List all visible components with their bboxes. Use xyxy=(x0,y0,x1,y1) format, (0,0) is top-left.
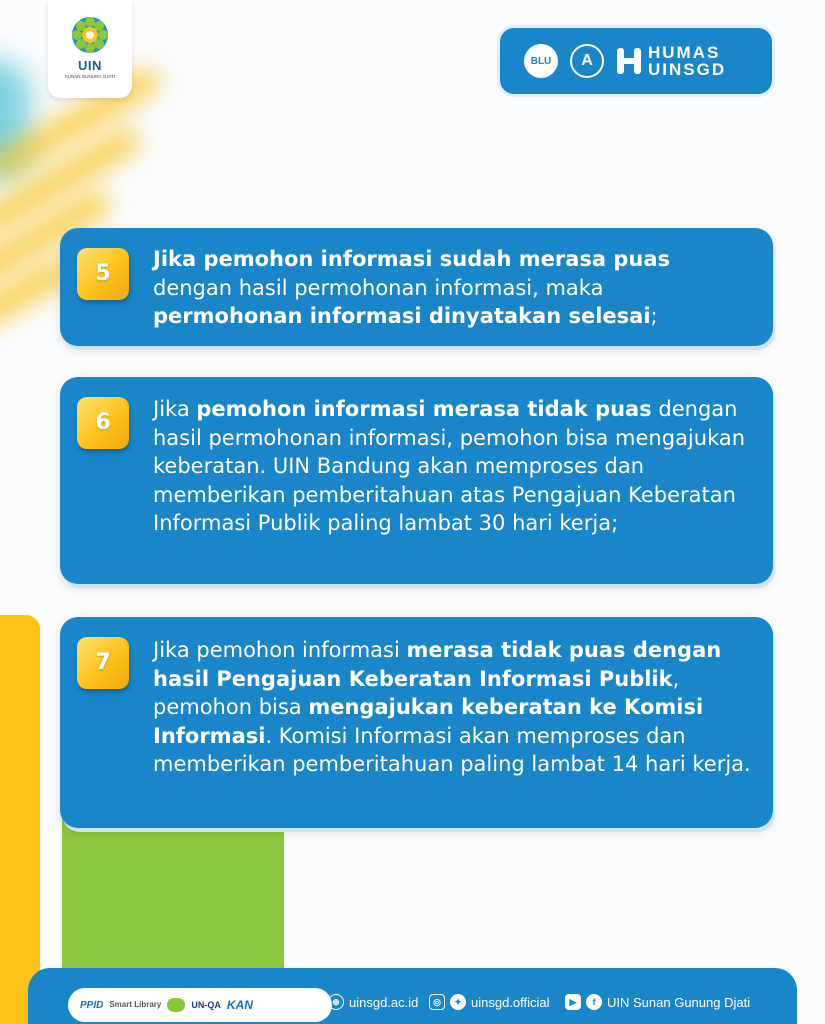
blu-badge-icon: BLU xyxy=(524,44,558,78)
humas-line1: HUMAS xyxy=(648,43,721,62)
uin-logo xyxy=(48,0,132,98)
humas-line2: UINSGD xyxy=(648,60,727,79)
globe-icon: ⊕ xyxy=(328,994,344,1010)
humas-wordmark xyxy=(648,44,726,78)
kan-logo: KAN xyxy=(226,998,253,1012)
ppid-logo: PPID xyxy=(80,999,104,1011)
social-handle-text: uinsgd.official xyxy=(471,994,550,1010)
card-text-segment: merasa tidak puas dengan hasil Pengajuan Keberatan Informasi Publik xyxy=(153,638,722,691)
unqa-logo: UN-QA xyxy=(191,1000,221,1010)
card-text-segment: Jika pemohon informasi sudah merasa puas xyxy=(153,247,671,271)
decorative-yellow-bar xyxy=(0,615,40,1024)
step-number-badge: 5 xyxy=(77,248,129,300)
channel-name-text: UIN Sunan Gunung Djati xyxy=(607,994,751,1010)
accreditation-logos xyxy=(68,988,332,1022)
card-text-segment: Jika xyxy=(153,397,197,421)
footer-channel[interactable] xyxy=(565,994,750,1010)
card-text-segment: pemohon informasi merasa tidak puas xyxy=(196,397,652,421)
accreditation-mark-icon xyxy=(167,998,185,1012)
youtube-icon: ▶ xyxy=(565,994,581,1010)
uin-emblem-icon xyxy=(69,14,111,56)
humas-badge xyxy=(500,28,772,94)
humas-h-icon xyxy=(616,46,642,76)
uin-logo-subtext: SUNAN GUNUNG DJATI xyxy=(64,74,116,79)
facebook-icon: f xyxy=(586,994,602,1010)
card-text-segment: ; xyxy=(650,304,658,328)
card-text-segment: dengan hasil permohonan informasi, pemohon bisa mengajukan keberatan. UIN Bandung akan memproses dan memberikan pemberitahuan atas Pengajuan Keberatan Informasi Publik paling lambat 30 hari kerja; xyxy=(153,397,746,535)
card-text xyxy=(153,245,753,331)
card-text-segment: , pemohon bisa xyxy=(153,666,680,719)
card-text-segment: permohonan informasi dinyatakan selesai xyxy=(153,304,651,328)
step-number-badge: 7 xyxy=(77,637,129,689)
info-card-5 xyxy=(60,228,773,346)
footer-bar xyxy=(28,968,797,1024)
uin-logo-text: UIN xyxy=(78,58,102,73)
card-text xyxy=(153,636,753,779)
footer-website[interactable] xyxy=(328,994,418,1010)
card-text xyxy=(153,395,753,538)
step-number-badge: 6 xyxy=(77,397,129,449)
info-card-6 xyxy=(60,377,773,584)
accreditation-a-icon: A xyxy=(570,44,604,78)
card-text-segment: dengan hasil permohonan informasi, maka xyxy=(153,275,604,300)
footer-social[interactable] xyxy=(429,994,550,1010)
twitter-icon: ✦ xyxy=(450,994,466,1010)
instagram-icon: ◎ xyxy=(429,994,445,1010)
website-text: uinsgd.ac.id xyxy=(349,994,419,1010)
card-text-segment: . Komisi Informasi akan memproses dan memberikan pemberitahuan paling lambat 14 hari kerja. xyxy=(153,723,751,776)
info-card-7 xyxy=(60,617,773,828)
card-text-segment: Jika pemohon informasi xyxy=(153,638,407,662)
card-text-segment: mengajukan keberatan ke Komisi Informasi xyxy=(153,695,704,748)
smart-library-logo: Smart Library xyxy=(109,1000,162,1009)
